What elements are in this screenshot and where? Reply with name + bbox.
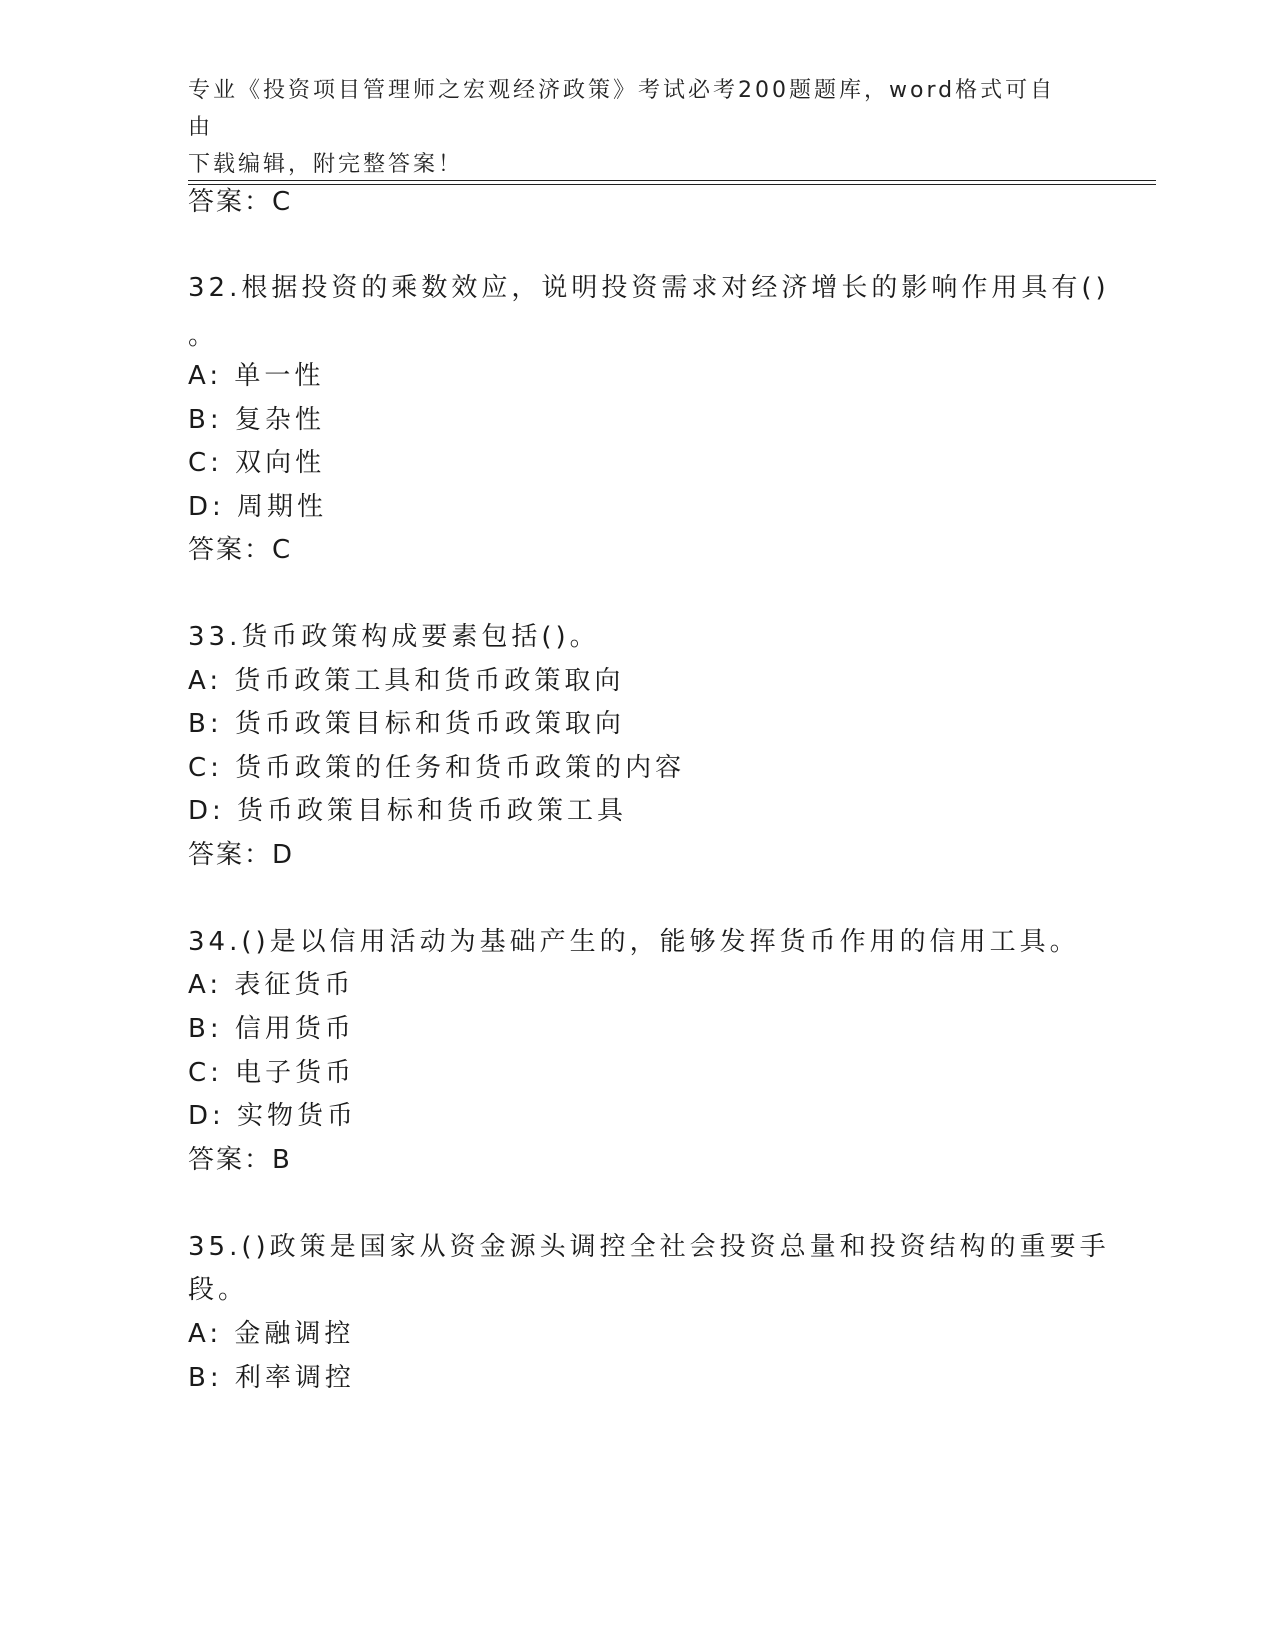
question-35-option-b: B: 利率调控: [188, 1363, 355, 1393]
question-33-option-a: A: 货币政策工具和货币政策取向: [188, 666, 625, 696]
question-32-option-c: C: 双向性: [188, 448, 326, 478]
question-32-option-d: D: 周期性: [188, 492, 328, 522]
question-34-option-c: C: 电子货币: [188, 1058, 356, 1088]
question-32-answer: 答案：C: [188, 535, 293, 565]
question-32-stem-cont: 。: [188, 321, 219, 351]
question-34-stem: 34.()是以信用活动为基础产生的，能够发挥货币作用的信用工具。: [188, 927, 1080, 957]
previous-answer: 答案：C: [188, 187, 293, 217]
header-divider-bottom: [188, 184, 1156, 185]
question-32-option-a: A: 单一性: [188, 361, 325, 391]
question-35-option-a: A: 金融调控: [188, 1319, 355, 1349]
question-33-option-c: C: 货币政策的任务和货币政策的内容: [188, 753, 686, 783]
header-divider-top: [188, 180, 1156, 181]
document-header: [188, 72, 1068, 183]
question-35-stem: 35.()政策是国家从资金源头调控全社会投资总量和投资结构的重要手: [188, 1232, 1110, 1262]
question-34-option-d: D: 实物货币: [188, 1101, 358, 1131]
question-34-answer: 答案：B: [188, 1145, 292, 1175]
question-33-answer: 答案：D: [188, 840, 295, 870]
question-35-stem-cont: 段。: [188, 1275, 249, 1305]
question-33-option-d: D: 货币政策目标和货币政策工具: [188, 796, 628, 826]
header-line-1: 专业《投资项目管理师之宏观经济政策》考试必考200题题库，word格式可自由: [188, 78, 1056, 140]
question-32-stem: 32.根据投资的乘数效应，说明投资需求对经济增长的影响作用具有(): [188, 273, 1110, 303]
question-34-option-a: A: 表征货币: [188, 970, 355, 1000]
header-line-2: 下载编辑，附完整答案！: [188, 152, 464, 177]
question-33-option-b: B: 货币政策目标和货币政策取向: [188, 709, 625, 739]
question-34-option-b: B: 信用货币: [188, 1014, 355, 1044]
question-32-option-b: B: 复杂性: [188, 405, 325, 435]
question-33-stem: 33.货币政策构成要素包括()。: [188, 622, 600, 652]
